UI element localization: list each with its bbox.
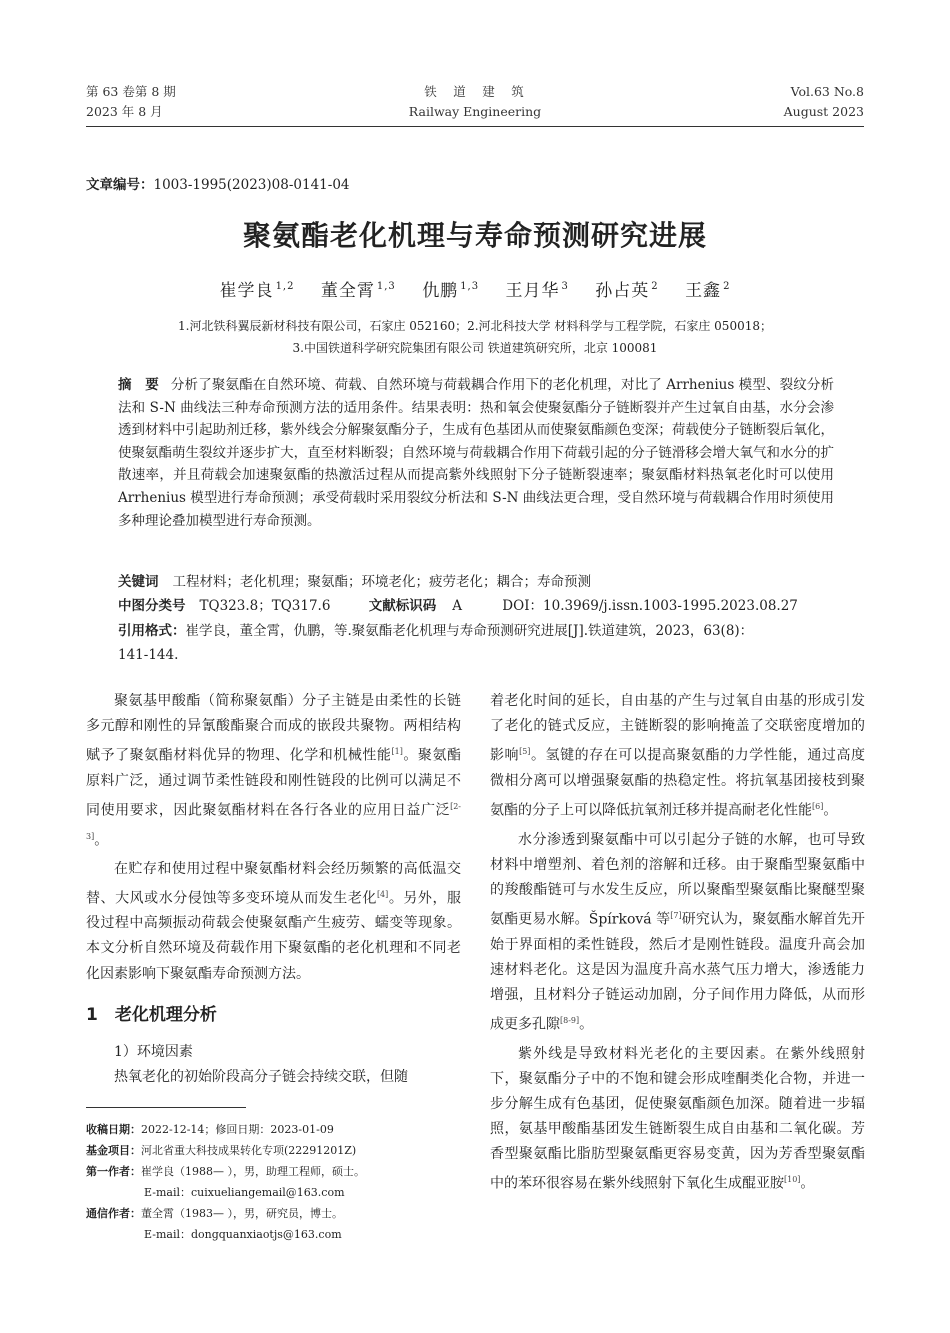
body-text: 紫外线是导致材料光老化的主要因素。在紫外线照射下，聚氨酯分子中的不饱和键会形成喹酮类化合物，并进一步分解生成有色基团，促使聚氨酯颜色加深。随着进一步辐照，氨基甲酸酯基团发生链断裂生成自由基和二氧化碳。芳香型聚氨酯比脂肪型聚氨酯更容易变黄，因为芳香型聚氨酯中的苯环很容易在紫外线照射下氧化生成醌亚胺 — [490, 1045, 865, 1192]
footnote-text: 董全霄（1983— ），男，研究员，博士。 — [141, 1207, 343, 1220]
section-heading: 1 老化机理分析 — [86, 1004, 217, 1025]
journal-name-en: Railway Engineering — [408, 104, 542, 119]
article-number-value: 1003-1995(2023)08-0141-04 — [153, 177, 350, 193]
citation-ref: [4] — [376, 889, 389, 899]
body-text: 。 — [800, 1175, 815, 1192]
classification-line — [118, 595, 834, 617]
citation-ref: [7] — [670, 911, 682, 921]
body-text: 在贮存和使用过程中聚氨酯材料会经历频繁的高低温交替、大风或水分侵蚀等多变环境从而发生老化 — [86, 860, 461, 907]
citation-continued: 141-144. — [118, 647, 179, 663]
article-number — [86, 173, 350, 193]
left-column — [86, 689, 461, 1090]
body-text: 。另外，服役过程中高频振动荷载会使聚氨酯产生疲劳、蠕变等现象。本文分析自然环境及荷载作用下聚氨酯的老化机理和不同老化因素影响下聚氨酯寿命预测方法。 — [86, 890, 462, 982]
subsection-heading: 1）环境因素 — [114, 1043, 193, 1060]
footnote-first-email: E-mail：cuixueliangemail@163.com — [144, 1186, 345, 1199]
abstract-text: 分析了聚氨酯在自然环境、荷载、自然环境与荷载耦合作用下的老化机理，对比了 Arrhenius 模型、裂纹分析法和 S-N 曲线法三种寿命预测方法的适用条件。结果表明：热和氧会使聚氨酯分子链断裂并产生过氧自由基，水分会渗透到材料中引起助剂迁移，紫外线会分解聚氨酯分子，生成有色基团从而使聚氨酯颜色变深；荷载使分子链断裂后氧化，使聚氨酯萌生裂纹并逐步扩大，直至材料断裂；自然环境与荷载耦合作用下荷载引起的分子链滑移会增大氧气和水分的扩散速率，并且荷载会加速聚氨酯的热激活过程从而提高紫外线照射下分子链断裂速率；聚氨酯材料热氧老化时可以使用 Arrhenius 模型进行寿命预测；承受荷载时采用裂纹分析法和 S-N 曲线法更合理，受自然环境与荷载耦合作用时须使用多种理论叠加模型进行寿命预测。 — [118, 377, 835, 529]
body-paragraph — [490, 828, 865, 1038]
footnote-label: 基金项目： — [86, 1144, 141, 1157]
journal-date: 2023 年 8 月 — [86, 104, 163, 119]
body-text: 水分渗透到聚氨酯中可以引起分子链的水解，也可导致材料中增塑剂、着色剂的溶解和迁移。由于聚酯型聚氨酯中的羧酸酯链可与水发生反应，所以聚酯型聚氨酯比聚醚型聚氨酯更易水解。Špírková 等 — [490, 831, 865, 928]
body-text: 。 — [579, 1016, 594, 1033]
footnote-fund — [86, 1141, 466, 1161]
author-affiliation: 3 — [561, 281, 569, 293]
keywords — [118, 571, 834, 593]
abstract-label: 摘 要 — [118, 377, 159, 393]
footnote-corresponding-email: E-mail：dongquanxiaotjs@163.com — [144, 1228, 342, 1241]
footnote-label: 第一作者： — [86, 1165, 141, 1178]
footnote-corresponding-author — [86, 1204, 466, 1224]
journal-date-en: August 2023 — [783, 104, 864, 119]
author-affiliation: 2 — [651, 281, 659, 293]
clc-label: 中图分类号 — [118, 598, 186, 614]
body-text: 。氢键的存在可以提高聚氨酯的力学性能，通过高度微相分离可以增强聚氨酯的热稳定性。将抗氧基团接枝到聚氨酯的分子上可以降低抗氧剂迁移并提高耐老化性能 — [490, 747, 865, 819]
citation-ref: [6] — [812, 802, 824, 812]
citation-ref: [1] — [391, 747, 403, 757]
author-name: 王月华 — [505, 281, 560, 301]
citation-label: 引用格式： — [118, 623, 186, 639]
journal-volume-en: Vol.63 No.8 — [790, 84, 864, 99]
header-rule — [86, 126, 864, 127]
body-text: 。 — [94, 832, 109, 849]
citation-text: 崔学良，董全霄，仇鹏，等.聚氨酯老化机理与寿命预测研究进展[J].铁道建筑，2023，63(8)： — [185, 623, 754, 639]
author-name: 仇鹏 — [422, 281, 459, 301]
author-affiliation: 1,3 — [460, 281, 480, 293]
author-affiliation: 1,3 — [376, 281, 396, 293]
doc-code-label: 文献标识码 — [368, 598, 437, 614]
author-name: 王鑫 — [685, 281, 722, 301]
affiliation-line: 1.河北铁科翼辰新材科技有限公司，石家庄 052160；2.河北科技大学 材料科学与工程学院，石家庄 050018； — [178, 319, 772, 333]
journal-name-cn: 铁 道 建 筑 — [424, 84, 526, 99]
footnote-label: 收稿日期： — [86, 1123, 141, 1136]
citation — [118, 620, 834, 642]
footnote-first-author — [86, 1162, 466, 1182]
body-text: 研究认为，聚氨酯水解首先开始于界面相的柔性链段，然后才是刚性链段。温度升高会加速材料老化。这是因为温度升高水蒸气压力增大，渗透能力增强，且材料分子链运动加剧，分子间作用力降低，从而形成更多孔隙 — [490, 911, 866, 1033]
body-paragraph — [86, 689, 461, 854]
footnote-text: 河北省重大科技成果转化专项(22291201Z) — [141, 1144, 357, 1157]
paper-title: 聚氨酯老化机理与寿命预测研究进展 — [242, 219, 707, 252]
body-text: 聚氨基甲酸酯（简称聚氨酯）分子主链是由柔性的长链多元醇和刚性的异氰酸酯聚合而成的嵌段共聚物。两相结构赋予了聚氨酯材料优异的物理、化学和机械性能 — [86, 693, 461, 764]
body-paragraph — [86, 857, 461, 987]
author-list — [0, 276, 950, 301]
author-affiliation: 2 — [723, 281, 731, 293]
citation-ref: [10] — [784, 1175, 801, 1185]
author-name: 董全霄 — [320, 281, 375, 301]
abstract — [118, 374, 834, 532]
footnote-label: 通信作者： — [86, 1207, 141, 1220]
citation-ref: [8-9] — [560, 1016, 580, 1026]
right-column — [490, 689, 865, 1197]
doc-code-value: A — [452, 598, 462, 614]
footnote-received — [86, 1120, 466, 1140]
footnote-rule — [86, 1107, 246, 1108]
keywords-label: 关键词 — [118, 574, 159, 590]
body-text: 着老化时间的延长，自由基的产生与过氧自由基的形成引发了老化的链式反应，主链断裂的影响掩盖了交联密度增加的影响 — [490, 693, 865, 764]
citation-ref: [5] — [519, 747, 531, 757]
body-paragraph: 热氧老化的初始阶段高分子链会持续交联，但随 — [114, 1068, 408, 1085]
author-affiliation: 1,2 — [275, 281, 295, 293]
body-paragraph — [490, 689, 865, 824]
affiliation-line: 3.中国铁道科学研究院集团有限公司 铁道建筑研究所，北京 100081 — [292, 341, 658, 355]
footnote-text: 2022-12-14；修回日期：2023-01-09 — [141, 1123, 334, 1136]
body-text: 。 — [823, 802, 838, 819]
clc-value: TQ323.8；TQ317.6 — [199, 598, 331, 614]
citation-ref: [2-3] — [86, 802, 461, 841]
keywords-text: 工程材料；老化机理；聚氨酯；环境老化；疲劳老化；耦合；寿命预测 — [172, 574, 591, 590]
author-name: 崔学良 — [219, 281, 274, 301]
body-paragraph — [490, 1042, 865, 1197]
doi: DOI：10.3969/j.issn.1003-1995.2023.08.27 — [502, 598, 798, 614]
journal-volume-issue: 第 63 卷第 8 期 — [86, 84, 176, 99]
article-number-label: 文章编号： — [86, 177, 154, 193]
body-text: 。聚氨酯原料广泛，通过调节柔性链段和刚性链段的比例可以满足不同使用要求，因此聚氨酯材料在各行各业的应用日益广泛 — [86, 747, 462, 819]
author-name: 孙占英 — [595, 281, 650, 301]
footnote-text: 崔学良（1988— ），男，助理工程师，硕士。 — [141, 1165, 365, 1178]
